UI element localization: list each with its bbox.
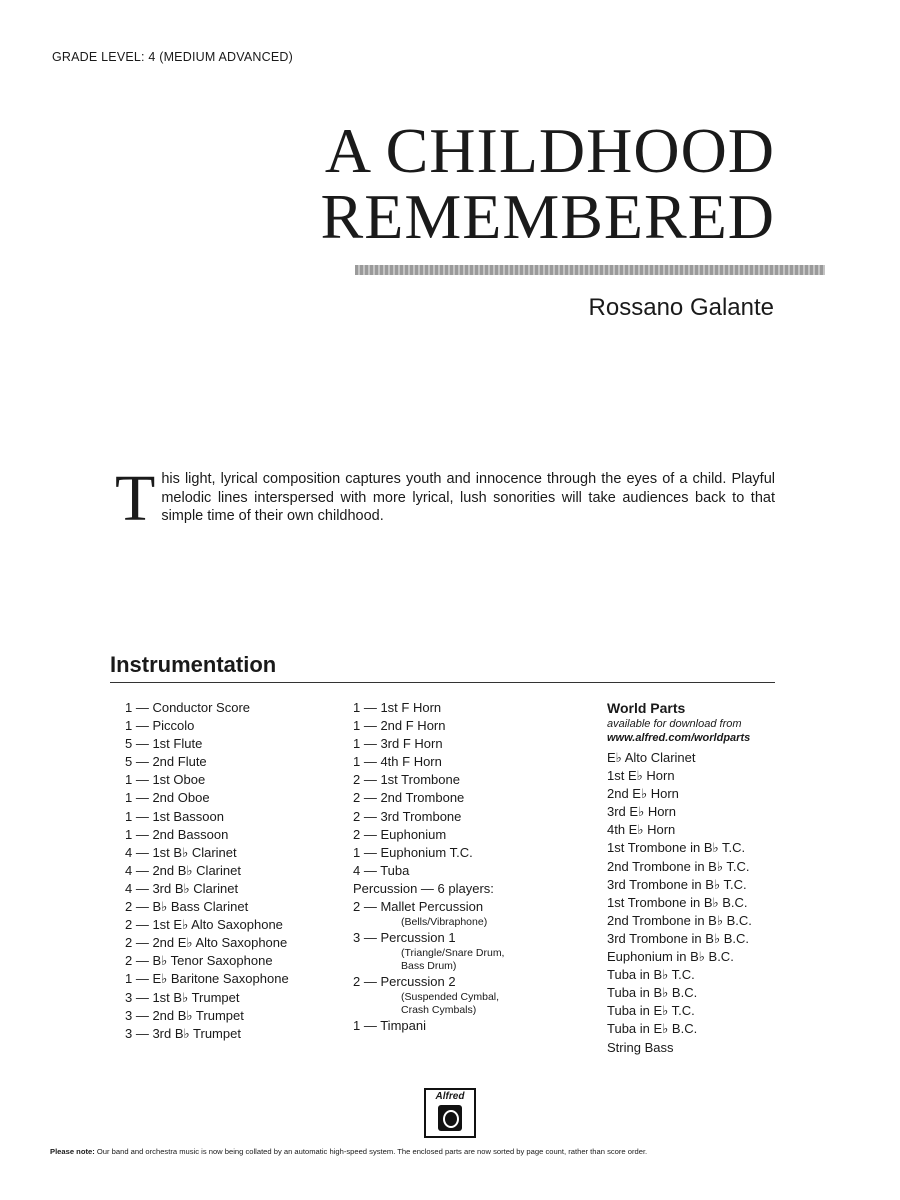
- list-item: 1st E♭ Horn: [607, 768, 675, 784]
- grade-level: GRADE LEVEL: 4 (MEDIUM ADVANCED): [52, 50, 293, 64]
- list-item: 4 — 2nd B♭ Clarinet: [125, 862, 241, 878]
- world-parts-column: [607, 699, 752, 1057]
- list-item: 1st Trombone in B♭ B.C.: [607, 894, 748, 910]
- list-item: 1 — Timpani: [353, 1018, 426, 1034]
- list-item-note: (Bells/Vibraphone): [401, 916, 488, 929]
- list-item: 1 — Conductor Score: [125, 700, 251, 715]
- list-item: 3 — 3rd B♭ Trumpet: [125, 1025, 241, 1041]
- list-item: 2nd Trombone in B♭ T.C.: [607, 858, 750, 874]
- list-item: 5 — 1st Flute: [125, 736, 203, 752]
- list-item: 2nd Trombone in B♭ B.C.: [607, 912, 752, 928]
- list-item: 1 — 2nd Bassoon: [125, 826, 229, 842]
- list-item: 1 — 1st F Horn: [353, 700, 442, 715]
- list-item-note: (Suspended Cymbal,: [401, 991, 500, 1004]
- drop-cap: T: [115, 462, 156, 535]
- list-item: 2 — 3rd Trombone: [353, 808, 462, 824]
- list-item: 4 — 3rd B♭ Clarinet: [125, 880, 239, 896]
- footer-text: Our band and orchestra music is now being collated by an automatic high-speed system. The enclosed parts are now sorted by page count, rather than score order.: [96, 1147, 648, 1156]
- instrumentation-heading: Instrumentation: [110, 652, 277, 677]
- title-line-1: A CHILDHOOD: [324, 115, 775, 186]
- world-parts-note: available for download from: [607, 718, 742, 730]
- list-item: 1st Trombone in B♭ T.C.: [607, 840, 746, 856]
- list-item: 1 — 2nd F Horn: [353, 718, 446, 734]
- list-item: 1 — 1st Bassoon: [125, 808, 224, 824]
- list-item: 3 — 2nd B♭ Trumpet: [125, 1007, 244, 1023]
- list-item: 1 — 4th F Horn: [353, 754, 442, 770]
- logo-mark-icon: [438, 1105, 462, 1131]
- composer-name: Rossano Galante: [588, 294, 774, 321]
- percussion-header: Percussion — 6 players:: [353, 880, 494, 896]
- intro-text: his light, lyrical composition captures youth and innocence through the eyes of a child. Playful melodic lines interspersed with more lyrical, lush sonorities will take audiences back to that simple time of their own childhood.: [161, 471, 775, 524]
- list-item: Tuba in E♭ T.C.: [607, 1003, 695, 1019]
- list-item-note: Bass Drum): [401, 960, 457, 973]
- instrumentation-divider: [110, 682, 775, 683]
- list-item: Tuba in E♭ B.C.: [607, 1021, 698, 1037]
- list-item-note: (Triangle/Snare Drum,: [401, 947, 505, 960]
- list-item: 4 — Tuba: [353, 862, 410, 878]
- list-item-note: Crash Cymbals): [401, 1004, 477, 1017]
- footer-label: Please note:: [50, 1147, 95, 1156]
- list-item: 2 — Percussion 2: [353, 974, 456, 990]
- list-item: 3 — Percussion 1: [353, 930, 456, 946]
- intro-paragraph: [115, 462, 775, 535]
- alfred-logo: [424, 1088, 476, 1138]
- list-item: 1 — E♭ Baritone Saxophone: [125, 971, 289, 987]
- list-item: 1 — Piccolo: [125, 718, 195, 734]
- list-item: 3rd E♭ Horn: [607, 804, 676, 820]
- list-item: 2 — 2nd Trombone: [353, 790, 465, 806]
- list-item: 1 — 2nd Oboe: [125, 790, 210, 806]
- list-item: String Bass: [607, 1039, 674, 1055]
- logo-text: Alfred: [435, 1091, 465, 1102]
- list-item: 3rd Trombone in B♭ B.C.: [607, 930, 749, 946]
- list-item: 2 — B♭ Tenor Saxophone: [125, 953, 273, 969]
- list-item: 4th E♭ Horn: [607, 822, 676, 838]
- list-item: 5 — 2nd Flute: [125, 754, 207, 770]
- world-parts-link[interactable]: www.alfred.com/worldparts: [607, 732, 751, 744]
- list-item: 3 — 1st B♭ Trumpet: [125, 989, 240, 1005]
- instrument-list-column-2: [353, 699, 504, 1035]
- list-item: 2nd E♭ Horn: [607, 786, 679, 802]
- list-item: E♭ Alto Clarinet: [607, 750, 696, 765]
- list-item: 2 — 2nd E♭ Alto Saxophone: [125, 935, 288, 951]
- list-item: 2 — 1st Trombone: [353, 772, 460, 788]
- decorative-rule: [355, 265, 825, 275]
- world-parts-title: World Parts: [607, 700, 686, 716]
- title-line-2: REMEMBERED: [320, 181, 775, 252]
- list-item: 1 — 1st Oboe: [125, 772, 206, 788]
- page-title: [320, 115, 775, 252]
- list-item: 3rd Trombone in B♭ T.C.: [607, 876, 747, 892]
- list-item: 1 — Euphonium T.C.: [353, 844, 473, 860]
- instrument-list-column-1: [125, 699, 289, 1043]
- list-item: 2 — Mallet Percussion: [353, 899, 484, 915]
- list-item: 4 — 1st B♭ Clarinet: [125, 844, 237, 860]
- list-item: 1 — 3rd F Horn: [353, 736, 443, 752]
- list-item: Euphonium in B♭ B.C.: [607, 949, 734, 965]
- footer-note: [50, 1147, 850, 1157]
- list-item: 2 — B♭ Bass Clarinet: [125, 899, 249, 915]
- list-item: 2 — 1st E♭ Alto Saxophone: [125, 917, 283, 933]
- list-item: Tuba in B♭ B.C.: [607, 985, 698, 1001]
- list-item: 2 — Euphonium: [353, 826, 447, 842]
- list-item: Tuba in B♭ T.C.: [607, 967, 695, 983]
